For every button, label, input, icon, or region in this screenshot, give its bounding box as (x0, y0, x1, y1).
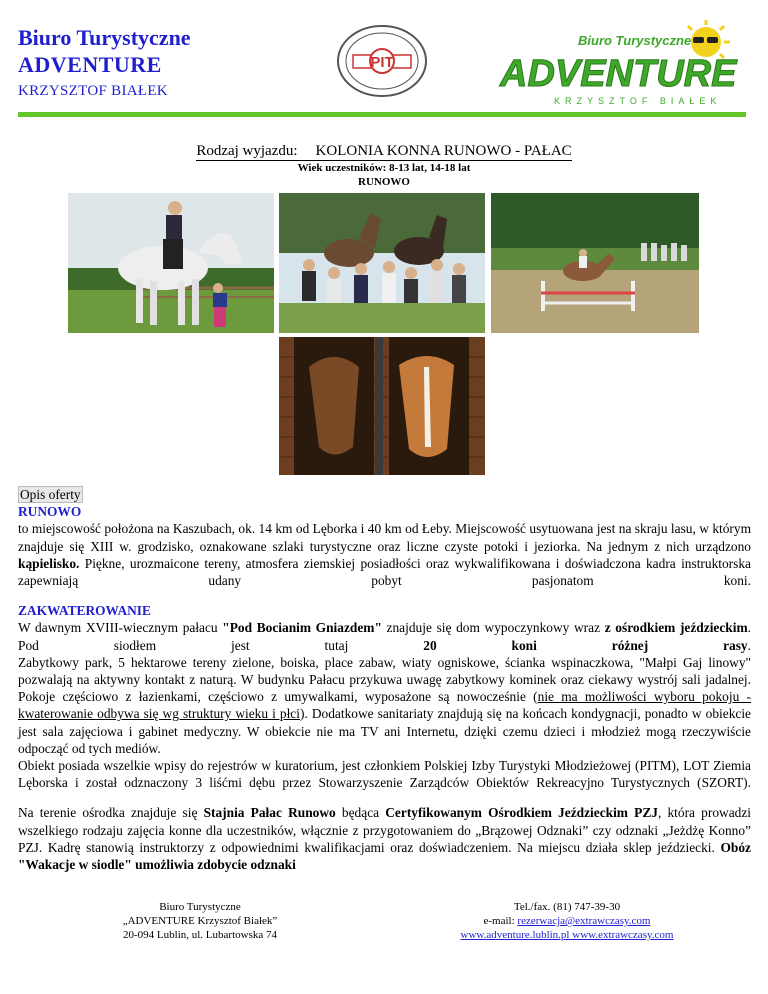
footer-email-line (432, 914, 702, 928)
place-paragraph (18, 520, 751, 589)
footer-website-link-2[interactable]: www.extrawczasy.com (572, 929, 674, 941)
trip-type (196, 142, 571, 161)
footer-email-label: e-mail: (483, 915, 518, 927)
company-line-2: ADVENTURE (18, 52, 162, 77)
offer-heading: Opis oferty (20, 487, 81, 502)
stable-text-bold3: Obóz "Wakacje w siodle" umożliwia zdobycie odznaki (18, 839, 751, 873)
stable-text-c: , która prowadzi wszelkiego rodzaju zajęcia konne dla uczestników, włącznie z przygotowaniem do „Brązowej Odznaki” czy odznaki „Jeżdżę Konno” PZJ. Kadrę stanowią instruktorzy z odpowiednimi kwalifikacjami oraz doświadczeniem. Na miejscu działa sklep jeździecki. (18, 805, 751, 855)
accom-text-bold2: z ośrodkiem jeździeckim (604, 620, 748, 636)
photo-group-with-horses (279, 193, 485, 333)
photo-horses-in-stable (279, 337, 485, 475)
company-line-1: Biuro Turystyczne (18, 25, 191, 50)
accom-text-a: W dawnym XVIII-wiecznym pałacu (18, 620, 223, 636)
footer-website-link-1[interactable]: www.adventure.lublin.pl (460, 929, 573, 941)
footer-company-full: „ADVENTURE Krzysztof Białek” (122, 915, 278, 927)
company-line-3: KRZYSZTOF BIAŁEK (18, 83, 168, 99)
accommodation-heading: ZAKWATEROWANIE (18, 603, 151, 619)
facilities-text-b: ). Dodatkowe sanitariaty znajdują się na końcach kondygnacji, ponadto w obiekcie jest sala zajęciowa i gabinet medyczny. W obiekcie nie ma TV ani Internetu, dzięki czemu dzieci i młodzież mogą rzeczywiście odpocząć od tych mediów. (18, 706, 752, 756)
footer-address (95, 900, 305, 942)
footer-websites (432, 928, 702, 942)
stable-paragraph (18, 804, 751, 873)
pit-logo (333, 22, 431, 100)
svg-text:ADVENTURE: ADVENTURE (500, 53, 737, 95)
page-header (18, 20, 753, 115)
accommodation-paragraph (18, 619, 751, 653)
trip-info (0, 142, 768, 189)
trip-place: RUNOWO (358, 176, 410, 188)
place-text-a: to miejscowość położona na Kaszubach, ok. 14 km od Lęborka i 40 km od Łeby. Miejscowość usytuowana jest na skraju lasu, w którym znajduje się XIII w. grodzisko, oznakowane szlaki turystyczne oraz liczne czyste potoki i jeziorka. Na jednym z nich urządzono (18, 521, 751, 554)
footer-company: Biuro Turystyczne (159, 901, 241, 913)
trip-type-label: Rodzaj wyjazdu: (196, 143, 298, 159)
svg-text:PIT: PIT (370, 54, 394, 71)
photo-show-jumping (491, 193, 699, 333)
facilities-paragraph (18, 654, 751, 757)
accom-text-bold3: 20 koni różnej rasy (423, 637, 748, 653)
place-heading: RUNOWO (18, 504, 82, 520)
facilities-text-underlined: nie ma możliwości wyboru pokoju - kwaterowanie odbywa się wg struktury wieku i płci (18, 689, 751, 722)
footer-street: 20-094 Lublin, ul. Lubartowska 74 (123, 929, 277, 941)
facilities-text-a: Zabytkowy park, 5 hektarowe tereny zielone, boiska, place zabaw, wiaty ogniskowe, ścianka wspinaczkowa, "Małpi Gaj linowy" pozwalają na aktywny kontakt z naturą. W budynku Pałacu przykuwa uwagę zabytkowy kominek oraz ciekawy wystrój sali jadalnej. Pokoje częściowo z łazienkami, częściowo z umywalkami, wyposażone są nowocześnie ( (18, 654, 751, 705)
place-text-bold: kąpielisko. (18, 555, 80, 571)
accom-text-c: . Pod siodłem jest tutaj (18, 620, 751, 653)
accom-text-d: . (747, 637, 751, 653)
place-text-b: Piękne, urozmaicone tereny, atmosfera ziemskiej posiadłości oraz wykwalifikowana i doświadczona kadra instruktorska zapewniają udany pobyt pasjonatom koni. (18, 555, 751, 589)
footer-contact (432, 900, 702, 942)
photo-girl-on-horse (68, 193, 274, 333)
accom-text-bold1: "Pod Bocianim Gniazdem" (222, 620, 382, 636)
stable-text-a: Na terenie ośrodka znajduje się (18, 805, 204, 821)
offer-description (18, 486, 751, 873)
company-name-block (18, 24, 191, 104)
certification-paragraph: Obiekt posiada wszelkie wpisy do rejestrów w kuratorium, jest członkiem Polskiej Izby Turystyki Młodzieżowej (PITM), LOT Ziemia Lęborska i został odznaczony 3 liśćmi dębu przez Stowarzyszenie Zarządców Obiektów Rekreacyjno Turystycznych (SZORT). (18, 758, 751, 791)
accom-text-b: znajduje się dom wypoczynkowy wraz (381, 620, 605, 636)
trip-type-value: KOLONIA KONNA RUNOWO - PAŁAC (315, 143, 572, 159)
footer-email-link[interactable]: rezerwacja@extrawczasy.com (517, 915, 651, 927)
header-divider (18, 112, 746, 117)
svg-text:KRZYSZTOF BIAŁEK: KRZYSZTOF BIAŁEK (554, 96, 722, 106)
stable-text-bold2: Certyfikowanym Ośrodkiem Jeździeckim PZJ (385, 805, 658, 821)
footer-phone: Tel./fax. (81) 747-39-30 (513, 901, 621, 913)
trip-ages: Wiek uczestników: 8-13 lat, 14-18 lat (297, 162, 471, 174)
stable-text-bold1: Stajnia Pałac Runowo (203, 805, 336, 821)
stable-text-b: będąca (335, 805, 386, 821)
adventure-logo (480, 20, 755, 112)
svg-text:Biuro Turystyczne: Biuro Turystyczne (578, 33, 692, 48)
